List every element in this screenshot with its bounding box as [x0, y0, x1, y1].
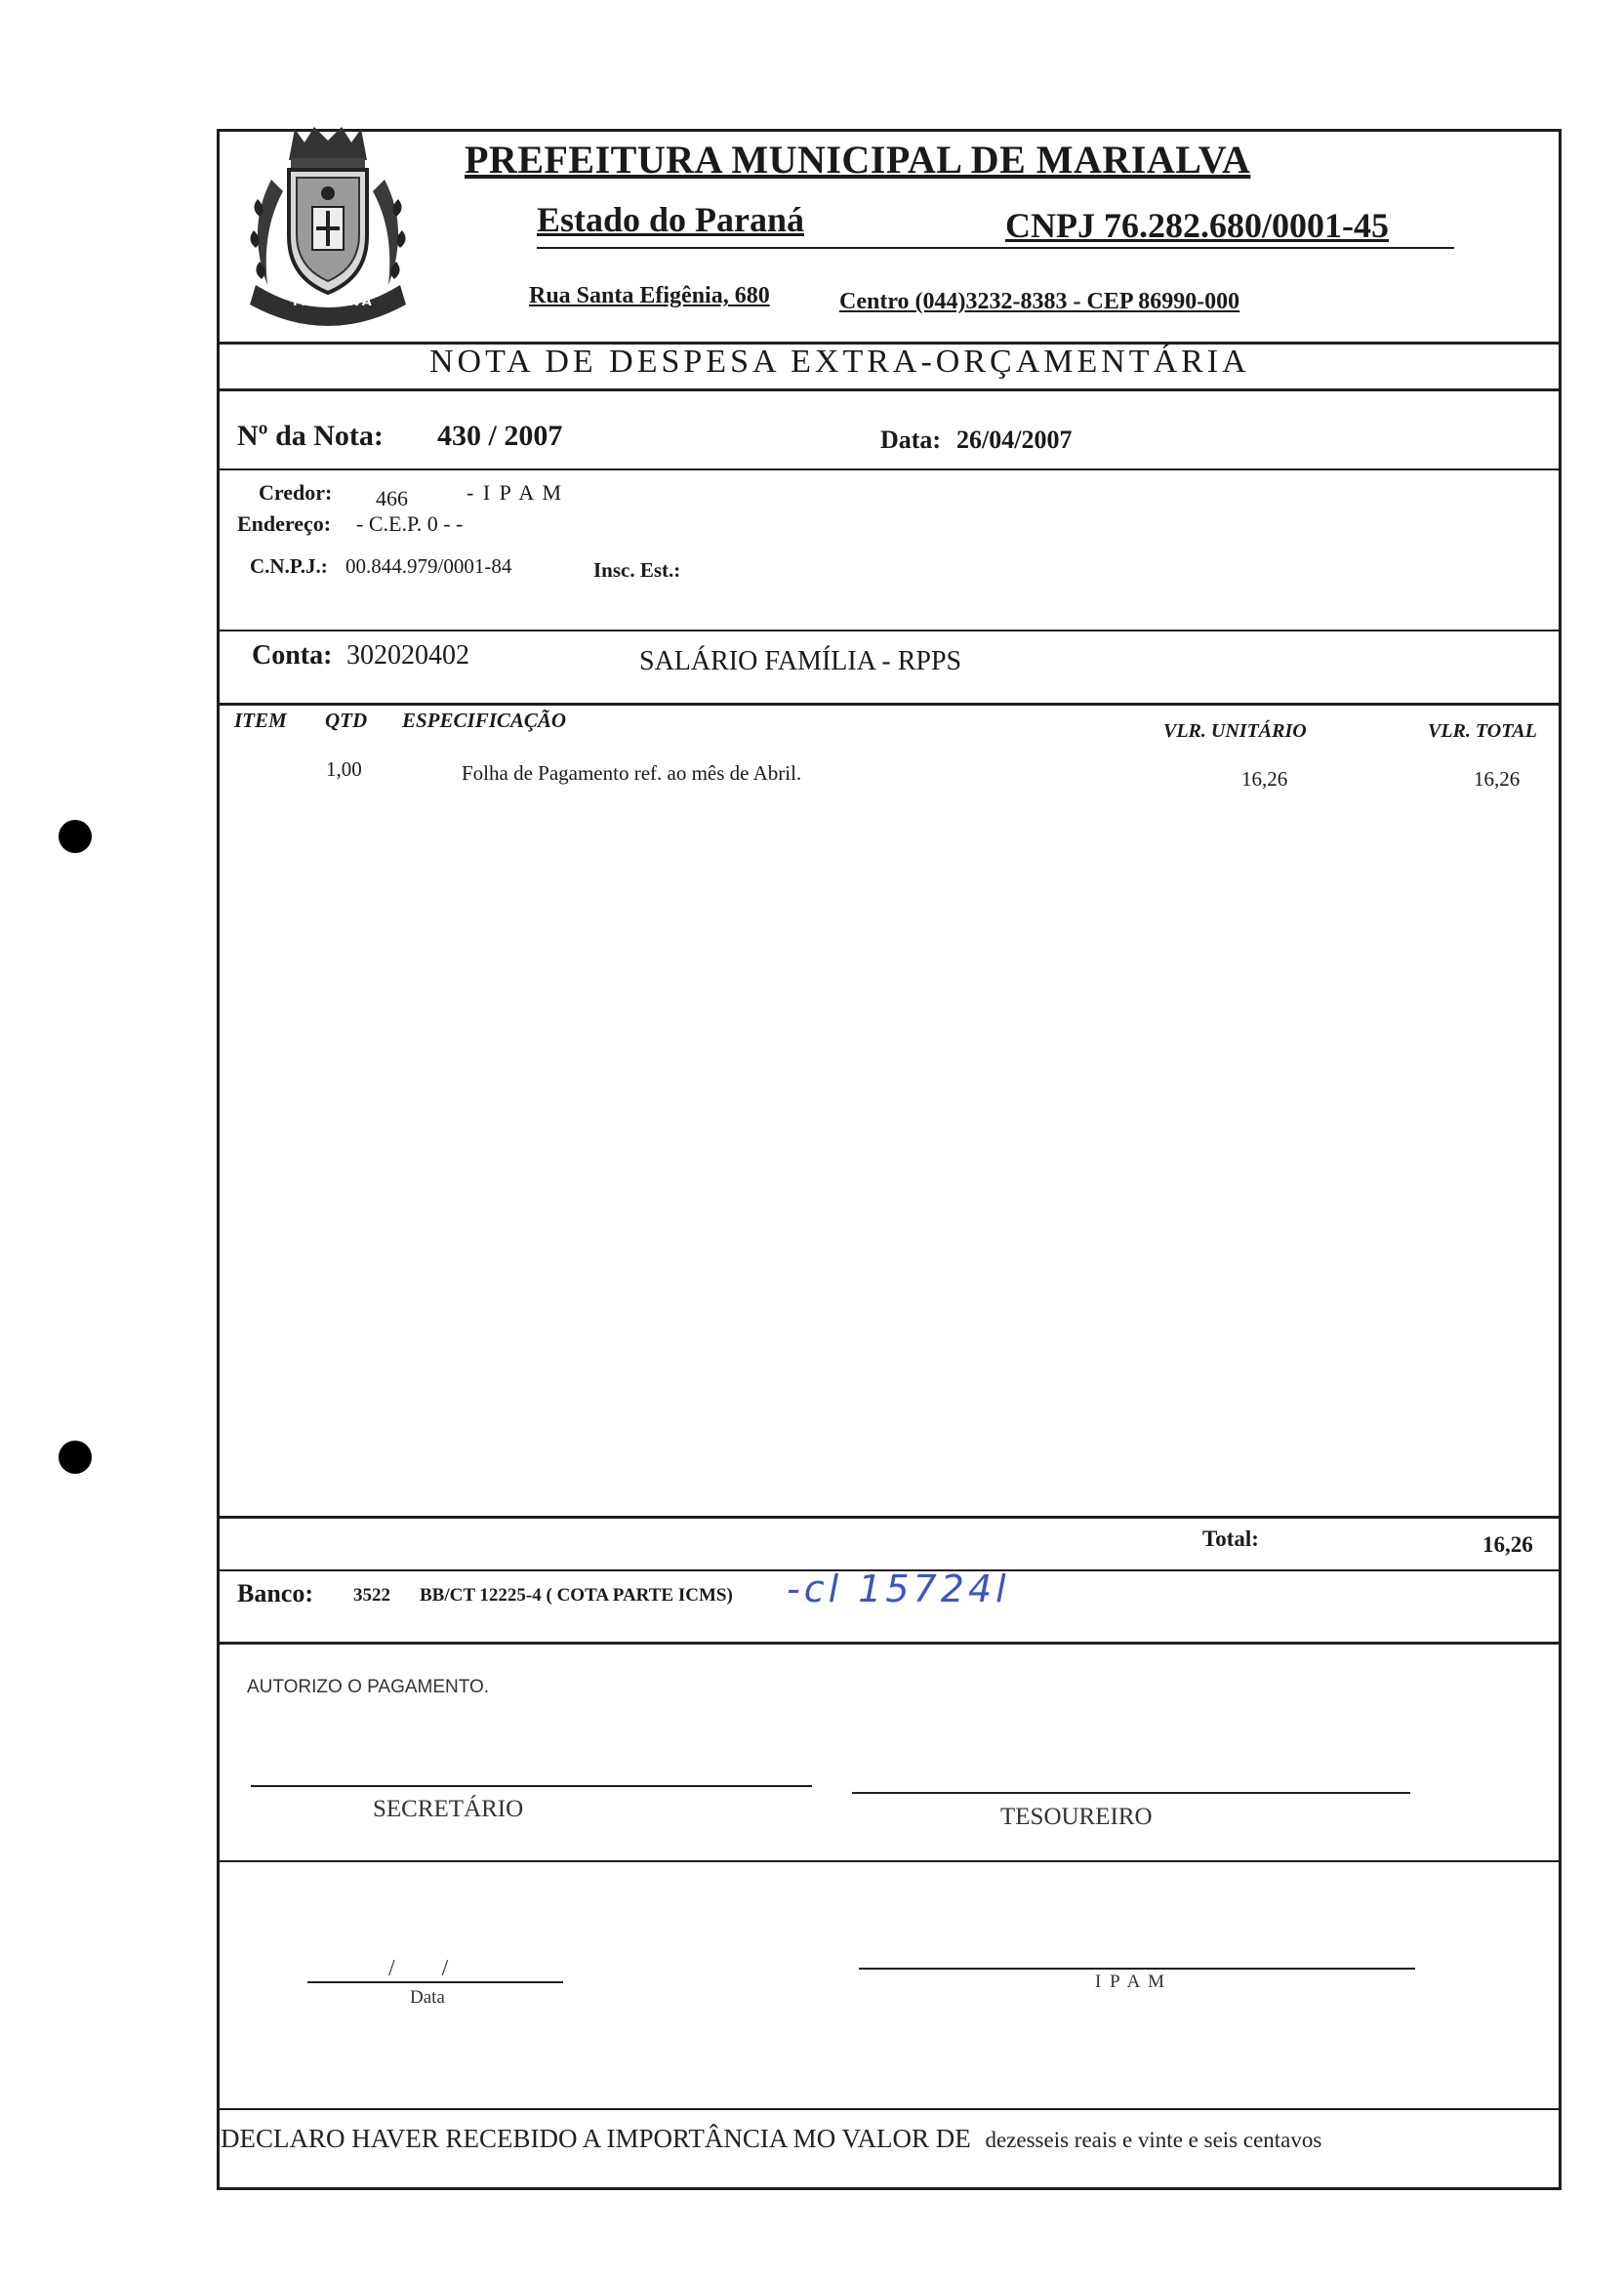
col-header-especificacao: ESPECIFICAÇÃO — [402, 709, 567, 732]
cnpj-header: CNPJ 76.282.680/0001-45 — [1005, 206, 1389, 245]
col-header-vlr-total: VLR. TOTAL — [1428, 720, 1537, 742]
autorizo-text: AUTORIZO O PAGAMENTO. — [247, 1677, 490, 1697]
nota-date-label: Data: — [880, 426, 942, 454]
conta-number: 302020402 — [346, 640, 469, 671]
row-qtd: 1,00 — [326, 757, 362, 781]
receipt-date-line — [307, 1981, 563, 1983]
conta-row-divider — [217, 703, 1562, 706]
credor-label: Credor: — [259, 480, 333, 505]
banco-label: Banco: — [237, 1579, 313, 1607]
frame-right-border — [1559, 129, 1562, 2190]
total-value: 16,26 — [1482, 1532, 1533, 1557]
declaration-value: dezesseis reais e vinte e seis centavos — [985, 2128, 1322, 2152]
conta-description: SALÁRIO FAMÍLIA - RPPS — [639, 646, 962, 676]
banco-handwritten-note: -cl 15724l — [787, 1567, 1010, 1610]
punch-hole-bottom — [59, 1441, 92, 1474]
crest-ribbon-text: MARIALVA — [293, 295, 373, 309]
col-header-vlr-unitario: VLR. UNITÁRIO — [1163, 720, 1307, 742]
insc-est-label: Insc. Est.: — [593, 558, 681, 582]
credor-code: 466 — [376, 486, 408, 510]
secretario-label: SECRETÁRIO — [373, 1796, 524, 1822]
credor-cnpj-value: 00.844.979/0001-84 — [345, 554, 512, 578]
nota-number-label: Nº da Nota: — [237, 420, 384, 452]
endereco-label: Endereço: — [237, 511, 332, 536]
nota-date-value: 26/04/2007 — [956, 426, 1073, 454]
banco-row-divider — [217, 1642, 1562, 1645]
document-title: NOTA DE DESPESA EXTRA-ORÇAMENTÁRIA — [429, 344, 1250, 380]
frame-bottom-border — [217, 2187, 1562, 2190]
tesoureiro-signature-line — [852, 1792, 1410, 1794]
declaration-prefix: DECLARO HAVER RECEBIDO A IMPORTÂNCIA MO VALOR DE — [221, 2124, 971, 2153]
banco-account: BB/CT 12225-4 ( COTA PARTE ICMS) — [420, 1585, 733, 1606]
receipt-ipam-label: I P A M — [1095, 1972, 1166, 1992]
declaration-text — [221, 2124, 1321, 2154]
signatures-block-divider — [217, 1860, 1562, 1862]
nota-row-divider — [217, 468, 1562, 470]
secretario-signature-line — [251, 1785, 812, 1787]
col-header-qtd: QTD — [325, 709, 368, 732]
conta-label: Conta: — [252, 640, 333, 671]
endereco-value: - C.E.P. 0 - - — [356, 511, 464, 536]
header-state-underline — [537, 247, 1454, 249]
credor-block-divider — [217, 630, 1562, 631]
punch-hole-top — [59, 820, 92, 853]
total-row-top-line — [217, 1516, 1562, 1519]
ipam-signature-line — [859, 1968, 1415, 1970]
credor-name: - I P A M — [467, 480, 564, 505]
frame-left-border — [217, 129, 220, 2190]
tesoureiro-label: TESOUREIRO — [1000, 1804, 1153, 1830]
row-vlr-total: 16,26 — [1474, 767, 1521, 791]
col-header-item: ITEM — [234, 709, 287, 732]
header-contact: Centro (044)3232-8383 - CEP 86990-000 — [839, 289, 1240, 314]
row-vlr-unitario: 16,26 — [1241, 767, 1288, 791]
nota-number-value: 430 / 2007 — [437, 420, 563, 452]
total-label: Total: — [1202, 1526, 1259, 1551]
banco-code: 3522 — [353, 1585, 390, 1606]
receipt-block-divider — [217, 2108, 1562, 2110]
credor-cnpj-label: C.N.P.J.: — [250, 554, 328, 578]
title-band-bottom-line — [217, 388, 1562, 391]
municipal-crest — [232, 121, 424, 328]
municipality-title: PREFEITURA MUNICIPAL DE MARIALVA — [465, 138, 1251, 182]
header-address: Rua Santa Efigênia, 680 — [529, 283, 770, 308]
row-especificacao: Folha de Pagamento ref. ao mês de Abril. — [462, 761, 802, 785]
state-name: Estado do Paraná — [537, 200, 805, 239]
receipt-date-slashes: / / — [388, 1956, 449, 1981]
receipt-date-label: Data — [410, 1987, 445, 2008]
